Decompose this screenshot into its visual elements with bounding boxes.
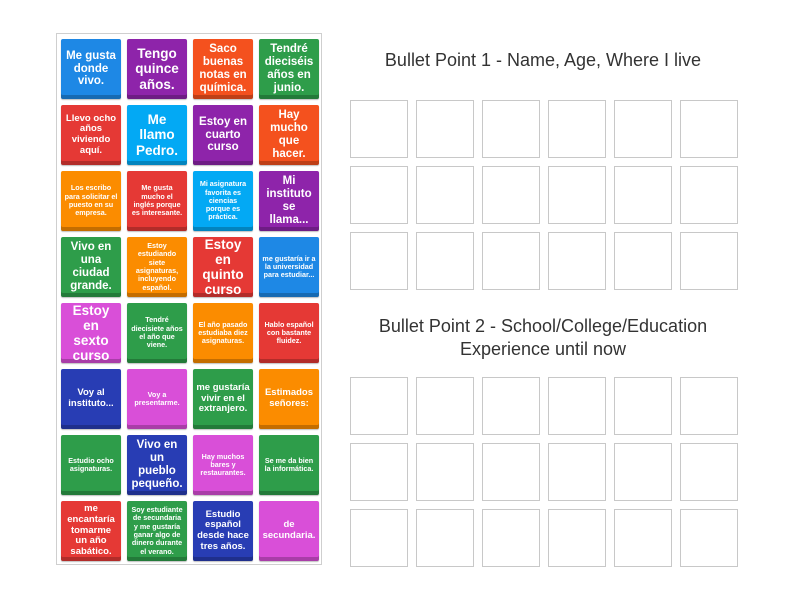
drop-slot[interactable] [680,100,738,158]
answer-tile[interactable]: me gustaría vivir en el extranjero. [193,369,253,429]
answer-tile[interactable]: Soy estudiante de secundaria y me gustaría ganar algo de dinero durante el verano. [127,501,187,561]
tile-tray [56,33,322,565]
drop-slot[interactable] [416,377,474,435]
drop-slot[interactable] [548,100,606,158]
answer-tile[interactable]: El año pasado estudiaba diez asignaturas. [193,303,253,363]
answer-tile[interactable]: Me gusta mucho el inglés porque es interesante. [127,171,187,231]
drop-slot[interactable] [416,509,474,567]
answer-tile[interactable]: Mi asignatura favorita es ciencias porque es práctica. [193,171,253,231]
answer-tile[interactable]: de secundaria. [259,501,319,561]
answer-tile[interactable]: Voy al instituto... [61,369,121,429]
drop-slot[interactable] [416,166,474,224]
drop-slot[interactable] [482,166,540,224]
answer-tile[interactable]: me encantaría tomarme un año sabático. [61,501,121,561]
drop-slot[interactable] [614,166,672,224]
answer-tile[interactable]: Tendré dieciséis años en junio. [259,39,319,99]
answer-tile[interactable]: Se me da bien la informática. [259,435,319,495]
answer-tile[interactable]: Saco buenas notas en química. [193,39,253,99]
answer-tile[interactable]: Llevo ocho años viviendo aquí. [61,105,121,165]
drop-slot[interactable] [614,443,672,501]
answer-tile[interactable]: Estudio ocho asignaturas. [61,435,121,495]
drop-slot[interactable] [350,377,408,435]
answer-tile[interactable]: Mi instituto se llama... [259,171,319,231]
drop-slot[interactable] [350,232,408,290]
drop-slot[interactable] [416,443,474,501]
drop-slot[interactable] [416,100,474,158]
drop-slot[interactable] [680,166,738,224]
answer-tile[interactable]: Voy a presentarme. [127,369,187,429]
answer-tile[interactable]: Me llamo Pedro. [127,105,187,165]
answer-tile[interactable]: Tengo quince años. [127,39,187,99]
answer-tile[interactable]: Estoy estudiando siete asignaturas, incluyendo español. [127,237,187,297]
drop-slot[interactable] [680,232,738,290]
answer-tile[interactable]: Estoy en cuarto curso [193,105,253,165]
drop-slot[interactable] [680,443,738,501]
answer-tile[interactable]: Hablo español con bastante fluidez. [259,303,319,363]
drop-slot[interactable] [482,443,540,501]
answer-tile[interactable]: Hay muchos bares y restaurantes. [193,435,253,495]
answer-tile[interactable]: Estoy en sexto curso [61,303,121,363]
drop-slot[interactable] [680,509,738,567]
drop-slot[interactable] [482,377,540,435]
drop-slot[interactable] [614,509,672,567]
drop-slot[interactable] [548,377,606,435]
drop-slot[interactable] [548,232,606,290]
answer-tile[interactable]: Estimados señores: [259,369,319,429]
drop-slot[interactable] [350,100,408,158]
drop-slot[interactable] [614,377,672,435]
drop-slot[interactable] [350,509,408,567]
answer-tile[interactable]: Vivo en un pueblo pequeño. [127,435,187,495]
answer-tile[interactable]: Estudio español desde hace tres años. [193,501,253,561]
group-heading-bullet-point-1: Bullet Point 1 - Name, Age, Where I live [384,50,702,70]
drop-slot[interactable] [482,509,540,567]
drop-slot[interactable] [680,377,738,435]
drop-slot[interactable] [614,232,672,290]
drop-slot[interactable] [482,100,540,158]
drop-slot[interactable] [482,232,540,290]
drop-slot[interactable] [548,166,606,224]
drop-slot[interactable] [548,509,606,567]
drop-slot[interactable] [350,166,408,224]
drop-slot[interactable] [350,443,408,501]
answer-tile[interactable]: Hay mucho que hacer. [259,105,319,165]
answer-tile[interactable]: me gustaría ir a la universidad para estudiar... [259,237,319,297]
answer-tile[interactable]: Vivo en una ciudad grande. [61,237,121,297]
answer-tile[interactable]: Me gusta donde vivo. [61,39,121,99]
drop-slot[interactable] [548,443,606,501]
group-heading-bullet-point-2: Bullet Point 2 - School/College/Education Experience until now [378,316,708,359]
answer-tile[interactable]: Tendré diecisiete años el año que viene. [127,303,187,363]
answer-tile[interactable]: Estoy en quinto curso [193,237,253,297]
answer-tile[interactable]: Los escribo para solicitar el puesto en su empresa. [61,171,121,231]
drop-slot[interactable] [416,232,474,290]
drop-slot[interactable] [614,100,672,158]
